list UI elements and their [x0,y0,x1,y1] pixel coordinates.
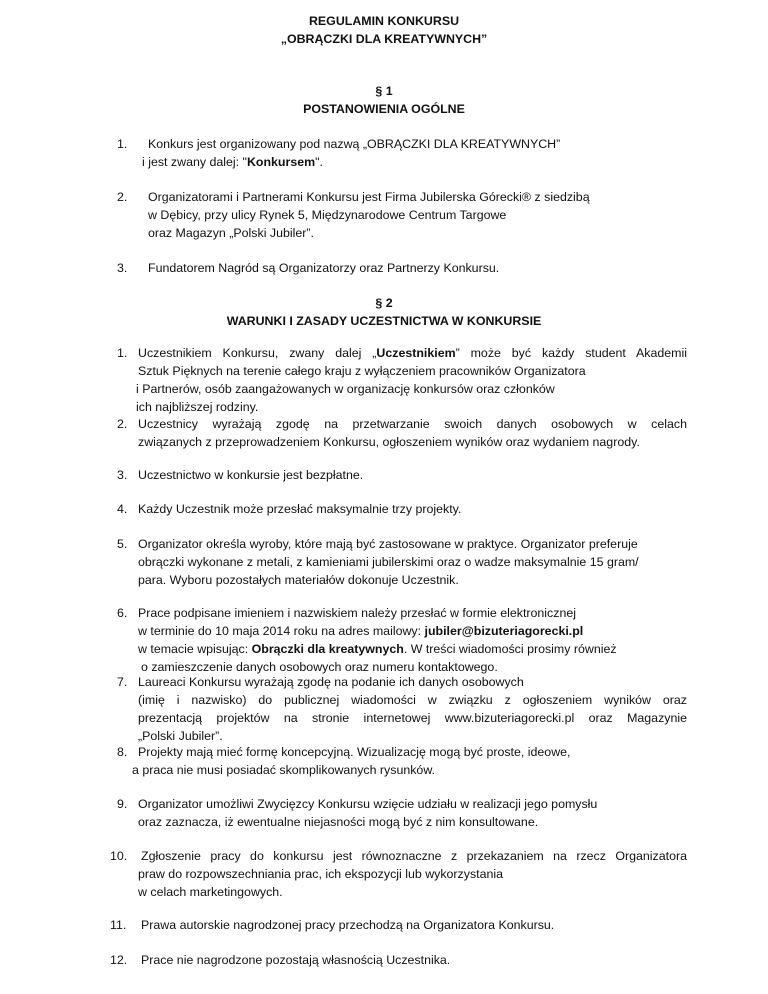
item-text: Uczestnikiem Konkursu, zwany dalej „Uczestnikiem” może być każdy student Akademii [138,346,687,360]
item-text: Prawa autorskie nagrodzonej pracy przechodzą na Organizatora Konkursu. [141,918,555,932]
item-text: obrączki wykonane z metali, z kamieniami jubilerskimi oraz o wadze maksymalnie 15 gram/ [138,555,639,569]
item-text: Organizator określa wyroby, które mają być zastosowane w praktyce. Organizator preferuje [138,537,638,551]
item-text: Prace nie nagrodzone pozostają własnością Uczestnika. [141,953,451,967]
document-title-line2: „OBRĄCZKI DLA KREATYWNYCH” [280,32,488,46]
item-number: 11. [110,918,127,932]
item-number: 8. [117,745,128,759]
item-text: Organizator umożliwi Zwycięzcy Konkursu wzięcie udziału w realizacji jego pomysłu [138,797,598,811]
item-text: w terminie do 10 maja 2014 roku na adres mailowy: jubiler@bizuteriagorecki.pl [138,624,584,638]
item-text: Prace podpisane imieniem i nazwiskiem należy przesłać w formie elektronicznej [138,606,576,620]
item-text: Każdy Uczestnik może przesłać maksymalnie trzy projekty. [138,502,462,516]
item-text: oraz zaznacza, iż ewentualne niejasności mogą być z nim konsultowane. [138,815,539,829]
item-number: 7. [117,675,128,689]
item-number: 3. [117,468,128,482]
document-title-line1: REGULAMIN KONKURSU [308,14,460,28]
item-number: 6. [117,606,128,620]
item-text: prezentacją projektów na stronie internetowej www.bizuteriagorecki.pl oraz Magazynie [138,711,687,725]
item-number: 2. [117,190,128,204]
section2-heading: WARUNKI I ZASADY UCZESTNICTWA W KONKURSIE [226,314,542,328]
item-text: para. Wyboru pozostałych materiałów dokonuje Uczestnik. [138,573,459,587]
item-number: 2. [117,417,128,431]
item-text: o zamieszczenie danych osobowych oraz numeru kontaktowego. [141,660,498,674]
item-text: „Polski Jubiler”. [138,729,223,743]
item-text: Organizatorami i Partnerami Konkursu jest Firma Jubilerska Górecki® z siedzibą [148,190,590,204]
email-link: jubiler@bizuteriagorecki.pl [424,624,584,638]
item-text: w temacie wpisując: Obrączki dla kreatywnych. W treści wiadomości prosimy również [138,642,617,656]
item-text: Zgłoszenie pracy do konkursu jest równoznaczne z przekazaniem na rzecz Organizatora [141,849,687,863]
item-text: a praca nie musi posiadać skomplikowanych rysunków. [132,763,436,777]
item-text: związanych z przeprowadzeniem Konkursu, ogłoszeniem wyników oraz wydaniem nagrody. [138,435,640,449]
item-text: Sztuk Pięknych na terenie całego kraju z wyłączeniem pracowników Organizatora [138,364,586,378]
section1-heading: POSTANOWIENIA OGÓLNE [303,102,465,116]
item-number: 4. [117,502,128,516]
item-number: 5. [117,537,128,551]
item-number: 10. [110,849,128,863]
item-number: 9. [117,797,128,811]
item-text: w Dębicy, przy ulicy Rynek 5, Międzynarodowe Centrum Targowe [148,208,507,222]
item-text: i Partnerów, osób zaangażowanych w organizację konkursów oraz członków [136,382,555,396]
item-text: i jest zwany dalej: "Konkursem". [142,155,323,169]
item-text: Konkurs jest organizowany pod nazwą „OBRĄCZKI DLA KREATYWNYCH” [148,137,561,151]
section2-symbol: § 2 [375,296,393,310]
item-text: w celach marketingowych. [138,885,283,899]
item-text: Laureaci Konkursu wyrażają zgodę na podanie ich danych osobowych [138,675,524,689]
item-number: 12. [110,953,128,967]
item-number: 1. [117,346,128,360]
item-number: 1. [117,137,128,151]
section1-symbol: § 1 [375,84,393,98]
item-text: ich najbliższej rodziny. [136,400,259,414]
item-text: praw do rozpowszechniania prac, ich ekspozycji lub wykorzystania [138,867,504,881]
item-number: 3. [117,261,128,275]
item-text: Fundatorem Nagród są Organizatorzy oraz Partnerzy Konkursu. [148,261,500,275]
item-text: oraz Magazyn „Polski Jubiler”. [148,226,314,240]
item-text: (imię i nazwisko) do publicznej wiadomości w związku z ogłoszeniem wyników oraz [138,693,687,707]
item-text: Uczestnicy wyrażają zgodę na przetwarzanie swoich danych osobowych w celach [138,417,687,431]
item-text: Projekty mają mieć formę koncepcyjną. Wizualizację mogą być proste, ideowe, [138,745,571,759]
item-text: Uczestnictwo w konkursie jest bezpłatne. [138,468,364,482]
